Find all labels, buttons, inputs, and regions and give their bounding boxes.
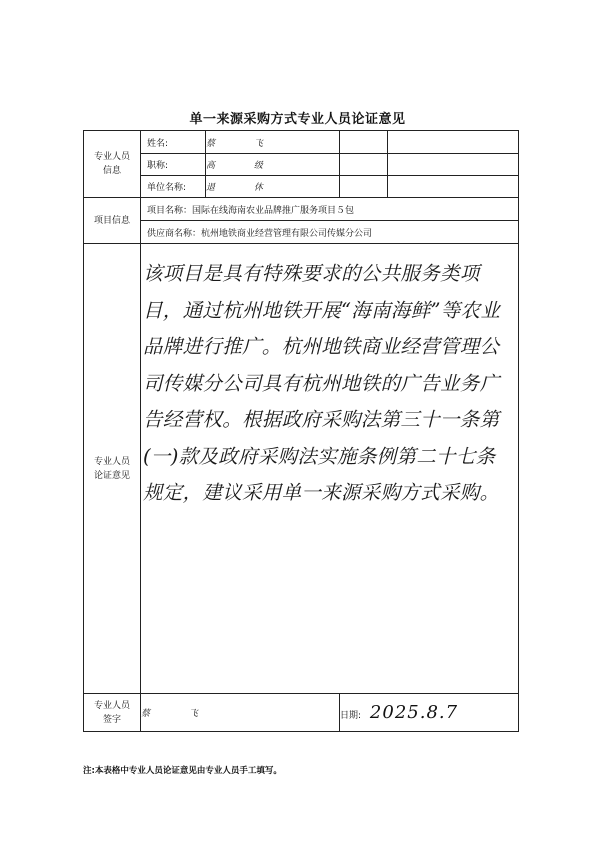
unit-row — [84, 176, 519, 198]
date-value: 2025.8.7 — [369, 702, 459, 723]
name-row — [84, 131, 519, 154]
supplier-row — [84, 221, 519, 244]
title-row — [84, 154, 519, 176]
date-label: 日期: — [340, 711, 362, 721]
footnote: 注:本表格中专业人员论证意见由专业人员手工填写。 — [83, 766, 282, 776]
title-value: 高 级 — [206, 154, 340, 176]
opinion-text: 该项目是具有特殊要求的公共服务类项目，通过杭州地铁开展“海南海鲜”等农业品牌进行推广。杭州地铁商业经营管理公司传媒分公司具有杭州地铁的广告业务广告经营权。根据政府采购法第三十一条第(一)款及政府采购法实施条例第二十七条规定，建议采用单一来源采购方式采购。 — [143, 262, 501, 504]
date-cell — [340, 694, 519, 732]
signature-row — [84, 694, 519, 732]
project-name: 项目名称：国际在线海南农业品牌推广服务项目５包 — [141, 198, 519, 221]
signature-value: 蔡 飞 — [141, 694, 340, 732]
empty-cell — [388, 131, 519, 154]
empty-cell — [388, 154, 519, 176]
empty-cell — [340, 131, 388, 154]
empty-cell — [388, 176, 519, 198]
opinion-label: 专业人员 论证意见 — [84, 244, 141, 694]
name-label: 姓名: — [141, 131, 206, 154]
project-info-label: 项目信息 — [84, 198, 141, 244]
project-name-row — [84, 198, 519, 221]
empty-cell — [340, 154, 388, 176]
name-value: 蔡 飞 — [206, 131, 340, 154]
personal-info-label: 专业人员 信息 — [84, 131, 141, 198]
unit-value: 退 休 — [206, 176, 340, 198]
signature-label: 专业人员 签字 — [84, 694, 141, 732]
title-label: 职称: — [141, 154, 206, 176]
form-title: 单一来源采购方式专业人员论证意见 — [189, 112, 406, 127]
supplier-name: 供应商名称：杭州地铁商业经营管理有限公司传媒分公司 — [141, 221, 519, 244]
unit-label: 单位名称: — [141, 176, 206, 198]
empty-cell — [340, 176, 388, 198]
